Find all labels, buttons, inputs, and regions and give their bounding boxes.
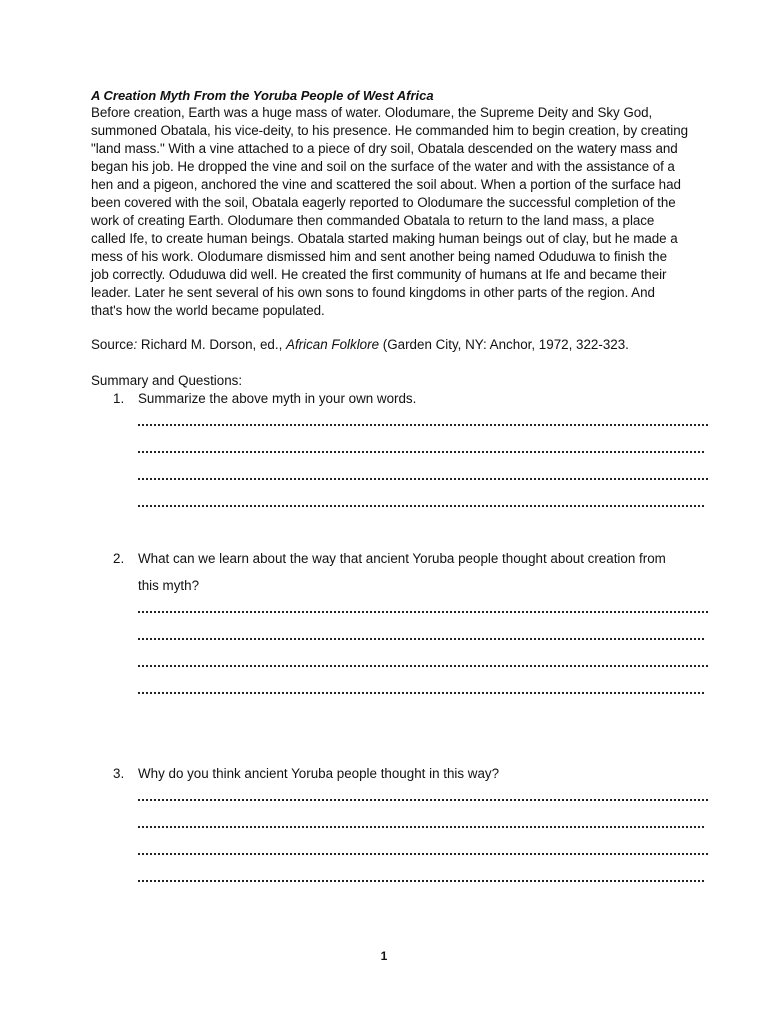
source-author: Richard M. Dorson, ed., — [137, 337, 287, 352]
answer-line[interactable] — [138, 799, 708, 801]
question-number: 2. — [113, 551, 125, 566]
answer-line[interactable] — [138, 665, 708, 667]
question-text: Why do you think ancient Yoruba people thought in this way? — [138, 766, 500, 781]
question-number: 1. — [113, 391, 125, 406]
paragraph-line: called Ife, to create human beings. Obatala started making human beings out of clay, but he made a — [91, 231, 678, 246]
source-label: Source — [91, 337, 134, 352]
answer-line[interactable] — [138, 451, 704, 453]
paragraph-line: began his job. He dropped the vine and soil on the surface of the water and with the assistance of a — [91, 159, 675, 174]
paragraph-line: leader. Later he sent several of his own sons to found kingdoms in other parts of the region. And — [91, 285, 655, 300]
summary-heading: Summary and Questions: — [91, 373, 243, 388]
paragraph-line: been covered with the soil, Obatala eagerly reported to Olodumare the successful completion of the — [91, 195, 676, 210]
source-book-title: African Folklore — [286, 337, 380, 352]
answer-line[interactable] — [138, 611, 708, 613]
paragraph-line: "land mass." With a vine attached to a piece of dry soil, Obatala descended on the watery mass and — [91, 141, 678, 156]
paragraph-line: mess of his work. Olodumare dismissed him and sent another being named Oduduwa to finish the — [91, 249, 667, 264]
source-colon: : — [133, 337, 138, 352]
paragraph-line: work of creating Earth. Olodumare then commanded Obatala to return to the land mass, a place — [91, 213, 655, 228]
source-details: (Garden City, NY: Anchor, 1972, 322-323. — [379, 337, 629, 352]
answer-line[interactable] — [138, 638, 704, 640]
answer-line[interactable] — [138, 826, 704, 828]
question-number: 3. — [113, 766, 125, 781]
paragraph-line: hen and a pigeon, anchored the vine and scattered the soil about. When a portion of the surface had — [91, 177, 681, 192]
question-text-continued: this myth? — [138, 578, 200, 593]
question-text: Summarize the above myth in your own words. — [138, 391, 417, 406]
answer-line[interactable] — [138, 853, 708, 855]
paragraph-line: job correctly. Oduduwa did well. He created the first community of humans at Ife and became their — [91, 267, 667, 282]
question-text: What can we learn about the way that ancient Yoruba people thought about creation from — [138, 551, 666, 566]
answer-line[interactable] — [138, 478, 708, 480]
paragraph-line: Before creation, Earth was a huge mass of water. Olodumare, the Supreme Deity and Sky God, — [91, 105, 653, 120]
answer-line[interactable] — [138, 505, 704, 507]
answer-line[interactable] — [138, 692, 704, 694]
answer-line[interactable] — [138, 424, 708, 426]
source-citation — [91, 336, 629, 354]
document-title: A Creation Myth From the Yoruba People of West Africa — [91, 88, 434, 103]
answer-line[interactable] — [138, 880, 704, 882]
paragraph-line: summoned Obatala, his vice-deity, to his presence. He commanded him to begin creation, by creating — [91, 123, 688, 138]
page-number: 1 — [380, 949, 388, 963]
paragraph-line: that's how the world became populated. — [91, 303, 325, 318]
